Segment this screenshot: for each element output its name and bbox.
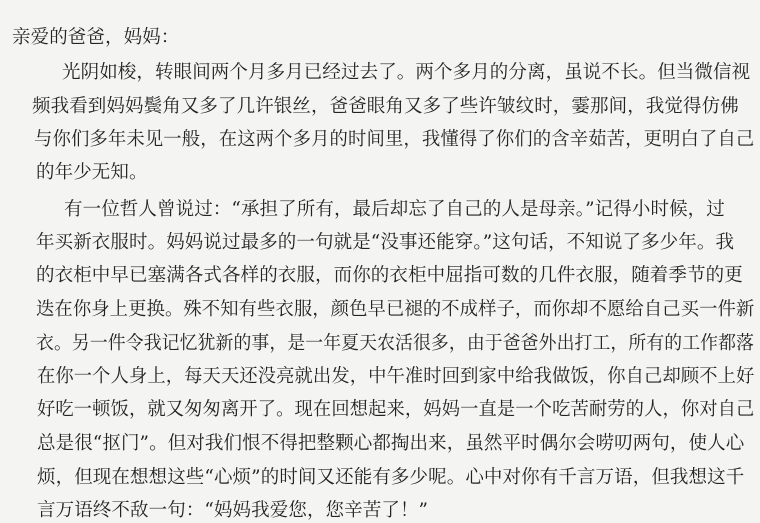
- letter-line: 光阴如梭，转眼间两个月多月已经过去了。两个多月的分离，虽说不长。但当微信视: [62, 62, 751, 83]
- letter-line: 言万语终不敌一句：“妈妈我爱您，您辛苦了！”: [37, 500, 429, 521]
- letter-line: 总是很“抠门”。但对我们恨不得把整颗心都掏出来，虽然平时偶尔会唠叨两句，使人心: [37, 433, 745, 454]
- letter-line: 频我看到妈妈鬓角又多了几许银丝，爸爸眼角又多了些许皱纹时，霎那间，我觉得仿佛: [32, 96, 739, 117]
- letter-line: 有一位哲人曾说过：“承担了所有，最后却忘了自己的人是母亲。”记得小时候，过: [64, 199, 725, 220]
- letter-line: 的年少无知。: [36, 162, 148, 183]
- letter-line: 在你一个人身上，每天天还没亮就出发，中午准时回到家中给我做饭，你自己却顾不上好: [37, 366, 755, 387]
- letter-line: 迭在你身上更换。殊不知有些衣服，颜色早已褪的不成样子，而你却不愿给自己买一件新: [36, 299, 755, 320]
- letter-line: 与你们多年未见一般，在这两个多月的时间里，我懂得了你们的含辛茹苦，更明白了自己: [34, 129, 755, 150]
- letter-line: 年买新衣服时。妈妈说过最多的一句就是“没事还能穿。”这句话，不知说了多少年。我: [36, 232, 735, 253]
- letter-salutation: 亲爱的爸爸，妈妈：: [12, 27, 180, 48]
- letter-line: 烦，但现在想想这些“心烦”的时间又还能有多少呢。心中对你有千言万语，但我想这千: [37, 467, 745, 488]
- letter-line: 衣。另一件令我记忆犹新的事，是一年夏天农活很多，由于爸爸外出打工，所有的工作都落: [36, 333, 755, 354]
- letter-line: 好吃一顿饭，就又匆匆离开了。现在回想起来，妈妈一直是一个吃苦耐劳的人，你对自己: [37, 399, 755, 420]
- letter-line: 的衣柜中早已塞满各式各样的衣服，而你的衣柜中屈指可数的几件衣服，随着季节的更: [36, 265, 743, 286]
